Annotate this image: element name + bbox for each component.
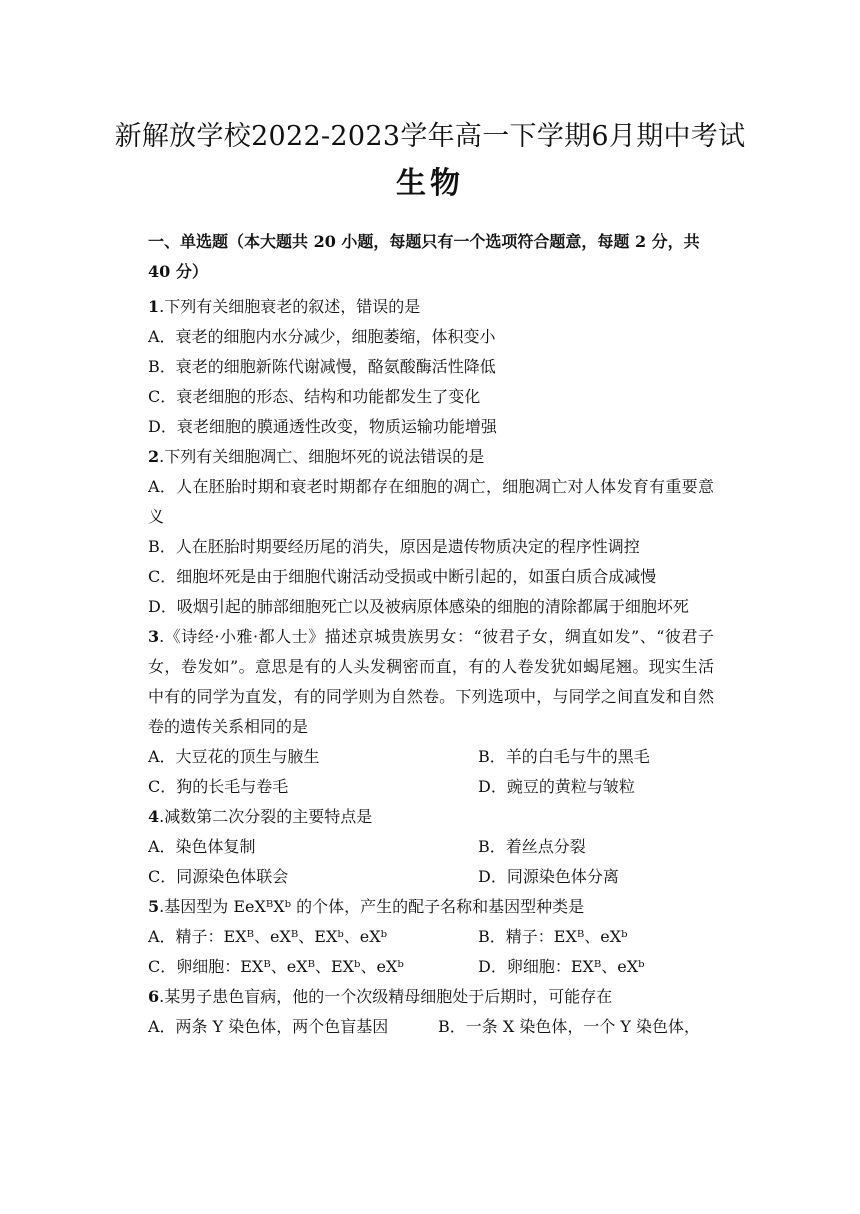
question-text: .减数第二次分裂的主要特点是 [159,807,373,826]
question-5-option-d: D．卵细胞：EXᴮ、eXᵇ [478,957,645,976]
question-3-option-b: B．羊的白毛与牛的黑毛 [478,747,650,766]
question-text: .《诗经·小雅·都人士》描述京城贵族男女：“彼君子女，绸直如发”、“彼君子女，卷发如”。意思是有的人头发稠密而直，有的人卷发犹如蝎尾翘。现实生活中有的同学为直发，有的同学则为自然卷。下列选项中，与同学之间直发和自然卷的遗传关系相同的是 [148,627,714,736]
question-2-stem [148,442,714,472]
question-text: .某男子患色盲病，他的一个次级精母细胞处于后期时，可能存在 [159,987,613,1006]
question-number: 2 [148,447,160,466]
question-4-options-row-2 [148,862,714,892]
question-5-option-b: B．精子：EXᴮ、eXᵇ [478,927,628,946]
question-4-option-b: B．着丝点分裂 [478,837,586,856]
exam-title: 新解放学校2022-2023学年高一下学期6月期中考试 [114,121,746,152]
question-4-option-c: C．同源染色体联会 [148,867,289,886]
question-2-option-c: C．细胞坏死是由于细胞代谢活动受损或中断引起的，如蛋白质合成减慢 [148,567,657,586]
question-3-options-row-1 [148,742,714,772]
question-4-option-d: D．同源染色体分离 [478,867,619,886]
question-text: .下列有关细胞凋亡、细胞坏死的说法错误的是 [159,447,485,466]
question-text: .基因型为 EeXᴮXᵇ 的个体，产生的配子名称和基因型种类是 [159,897,585,916]
question-5-option-c: C．卵细胞：EXᴮ、eXᴮ、EXᵇ、eXᵇ [148,957,404,976]
question-number: 5 [148,897,160,916]
question-4-options-row-1 [148,832,714,862]
question-4-stem [148,802,714,832]
question-3-options-row-2 [148,772,714,802]
question-3-option-d: D．豌豆的黄粒与皱粒 [478,777,635,796]
question-5-option-a: A．精子：EXᴮ、eXᴮ、EXᵇ、eXᵇ [148,927,388,946]
question-text: .下列有关细胞衰老的叙述，错误的是 [159,297,421,316]
section-heading: 一、单选题（本大题共 20 小题，每题只有一个选项符合题意，每题 2 分，共 40 分） [148,232,700,281]
question-number: 6 [148,987,160,1006]
question-5-options-row-1 [148,922,714,952]
question-2-option-b: B．人在胚胎时期要经历尾的消失，原因是遗传物质决定的程序性调控 [148,537,640,556]
question-1-option-c: C．衰老细胞的形态、结构和功能都发生了变化 [148,387,481,406]
question-3-option-c: C．狗的长毛与卷毛 [148,777,289,796]
question-number: 4 [148,807,160,826]
question-4-option-a: A．染色体复制 [148,837,256,856]
question-2-option-d: D．吸烟引起的肺部细胞死亡以及被病原体感染的细胞的清除都属于细胞坏死 [148,597,689,616]
question-1-option-a: A．衰老的细胞内水分减少，细胞萎缩，体积变小 [148,327,496,346]
question-number: 3 [148,627,160,646]
question-3-option-a: A．大豆花的顶生与腋生 [148,747,320,766]
question-6-stem [148,982,714,1012]
question-5-stem [148,892,714,922]
question-list [148,292,714,1042]
question-2-option-a: A．人在胚胎时期和衰老时期都存在细胞的凋亡，细胞凋亡对人体发育有重要意义 [148,477,714,526]
question-6-options-row-1 [148,1012,714,1042]
question-3-stem [148,622,714,742]
question-1-stem [148,292,714,322]
question-1-option-b: B．衰老的细胞新陈代谢减慢，酪氨酸酶活性降低 [148,357,496,376]
question-number: 1 [148,297,160,316]
question-5-options-row-2 [148,952,714,982]
question-6-option-b: B．一条 X 染色体，一个 Y 染色体， [438,1017,701,1036]
question-1-option-d: D．衰老细胞的膜通透性改变，物质运输功能增强 [148,417,497,436]
subject-title: 生物 [396,166,464,201]
question-6-option-a: A．两条 Y 染色体，两个色盲基因 [148,1017,389,1036]
